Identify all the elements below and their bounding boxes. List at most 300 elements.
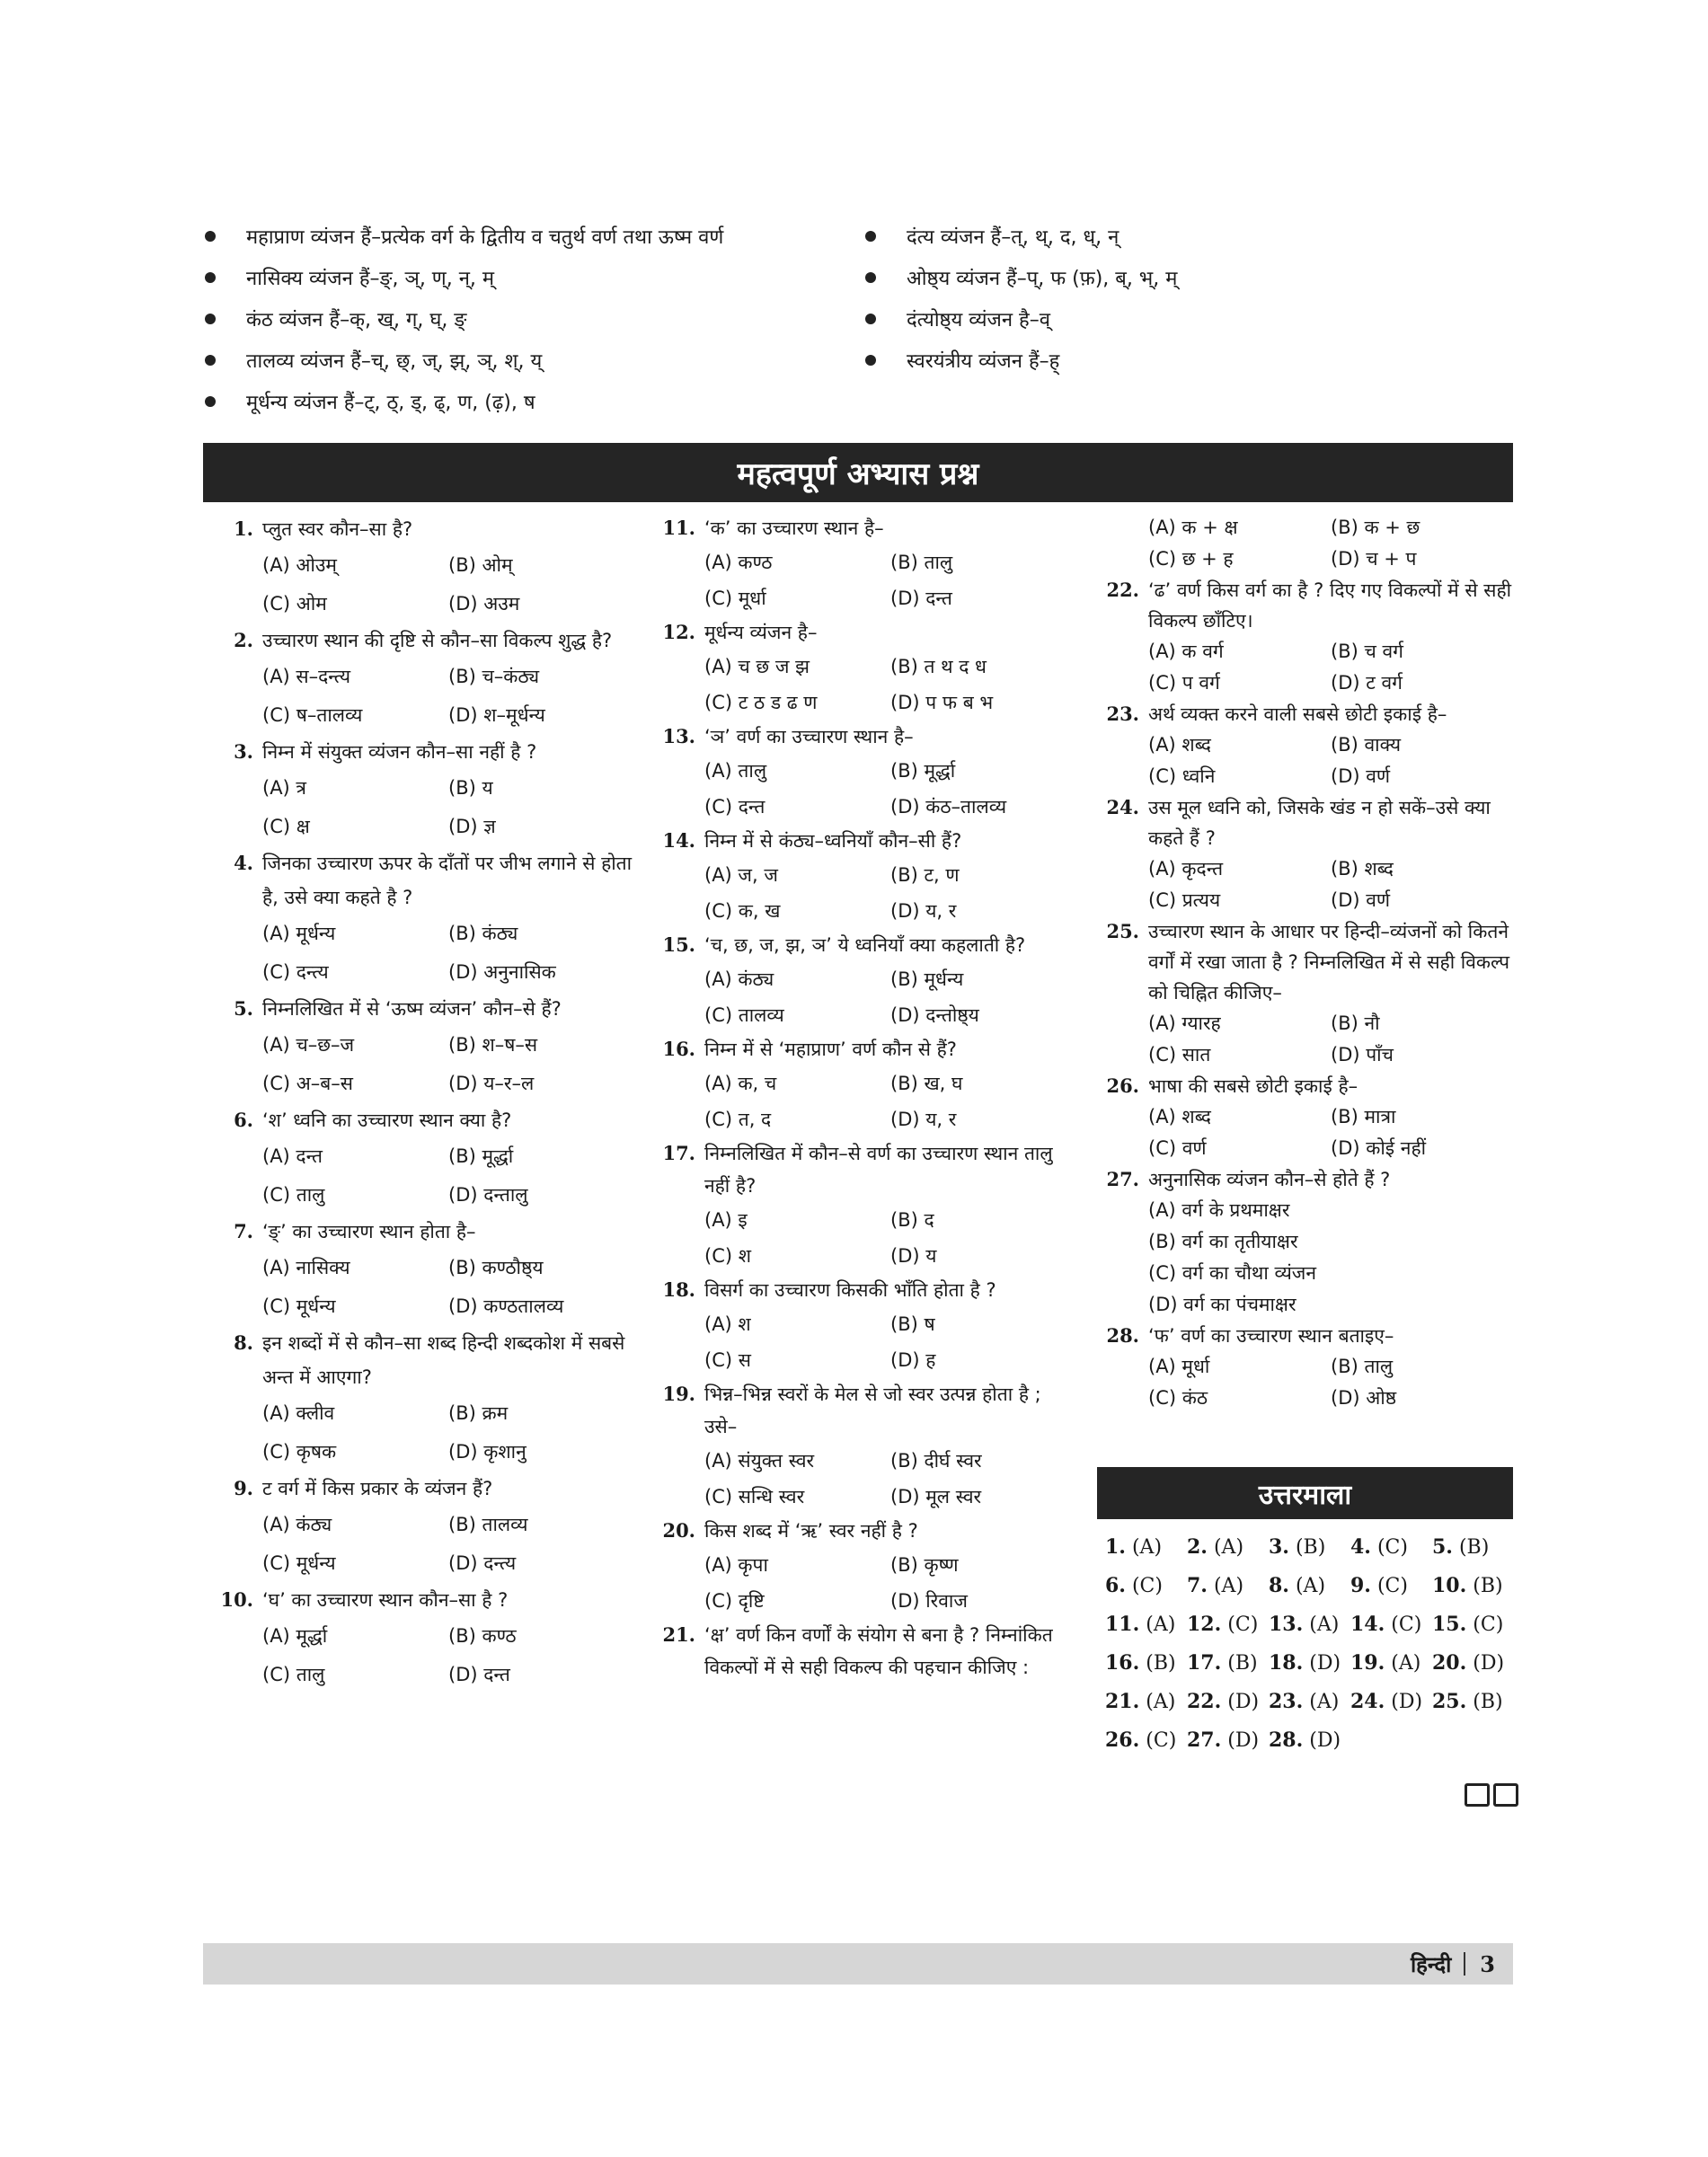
question-number: 25. bbox=[1106, 920, 1139, 942]
question-text: ‘च, छ, ज, झ, ञ’ ये ध्वनियाँ क्या कहलाती है? bbox=[704, 934, 1026, 956]
question-text: निम्न में संयुक्त व्यंजन कौन–सा नहीं है ? bbox=[262, 741, 537, 763]
option: (C) तालव्य bbox=[704, 1004, 784, 1026]
question bbox=[654, 1378, 1076, 1515]
option: (C) क्ष bbox=[262, 816, 310, 837]
question-text: जिनका उच्चारण ऊपर के दाँतों पर जीभ लगाने से होता है, उसे क्या कहते है ? bbox=[262, 853, 633, 908]
options-list bbox=[262, 1394, 634, 1472]
answer-number: 16. bbox=[1105, 1650, 1140, 1675]
answer-item bbox=[1432, 1690, 1514, 1713]
answer-key bbox=[1105, 1527, 1518, 1759]
question bbox=[1098, 1321, 1513, 1414]
answer-item bbox=[1432, 1535, 1514, 1559]
option: (C) वर्ग का चौथा व्यंजन bbox=[1148, 1262, 1317, 1284]
option: (A) मूर्द्धा bbox=[262, 1625, 328, 1647]
question bbox=[1098, 512, 1513, 575]
bullet-icon bbox=[205, 272, 216, 283]
question-text: उस मूल ध्वनि को, जिसके खंड न हो सकें–उसे क्या कहते हैं ? bbox=[1148, 797, 1491, 849]
options-list bbox=[1148, 1008, 1513, 1071]
answer-number: 6. bbox=[1105, 1573, 1126, 1597]
answer-option: (C) bbox=[1473, 1613, 1504, 1636]
option: (A) क + क्ष bbox=[1148, 517, 1238, 538]
answer-item bbox=[1269, 1651, 1350, 1675]
question-number: 28. bbox=[1106, 1324, 1139, 1347]
option: (C) ष–तालव्य bbox=[262, 704, 363, 726]
options-list bbox=[704, 1443, 1076, 1515]
option: (A) इ bbox=[704, 1209, 748, 1231]
answer-item bbox=[1105, 1574, 1187, 1597]
bullet-icon bbox=[205, 231, 216, 242]
question bbox=[1098, 1071, 1513, 1164]
option: (C) स bbox=[704, 1349, 751, 1371]
option: (B) कण्ठौष्ठ्य bbox=[448, 1257, 544, 1278]
question bbox=[1098, 792, 1513, 916]
options-list bbox=[704, 1306, 1076, 1378]
option: (C) दन्त्य bbox=[262, 961, 329, 983]
options-list bbox=[1148, 1101, 1513, 1164]
options-list bbox=[1148, 512, 1513, 575]
options-list bbox=[262, 1617, 634, 1694]
question bbox=[212, 735, 634, 846]
option: (B) द bbox=[890, 1209, 934, 1231]
option: (D) दन्तोष्ठ्य bbox=[890, 1004, 979, 1026]
option: (D) ओष्ठ bbox=[1331, 1387, 1397, 1409]
answer-option: (A) bbox=[1213, 1574, 1244, 1597]
note-item bbox=[203, 298, 863, 340]
answer-option: (D) bbox=[1309, 1651, 1341, 1675]
answer-item bbox=[1187, 1728, 1269, 1752]
answer-item bbox=[1269, 1728, 1350, 1752]
answer-number: 15. bbox=[1432, 1612, 1467, 1636]
question-text: इन शब्दों में से कौन–सा शब्द हिन्दी शब्दकोश में सबसे अन्त में आएगा? bbox=[262, 1332, 625, 1388]
answer-option: (D) bbox=[1227, 1728, 1260, 1752]
option: (C) सात bbox=[1148, 1044, 1211, 1065]
option: (B) वाक्य bbox=[1331, 734, 1401, 756]
option: (D) य–र–ल bbox=[448, 1073, 535, 1094]
question-text: विसर्ग का उच्चारण किसकी भाँति होता है ? bbox=[704, 1279, 996, 1301]
answer-item bbox=[1350, 1651, 1432, 1675]
answer-row bbox=[1105, 1643, 1518, 1682]
answer-row bbox=[1105, 1682, 1518, 1720]
option: (D) दन्त bbox=[448, 1664, 510, 1685]
question-number: 5. bbox=[234, 997, 253, 1020]
option: (A) ज, ज bbox=[704, 864, 778, 886]
answer-option: (B) bbox=[1473, 1690, 1503, 1713]
note-text: दंत्योष्ठ्य व्यंजन है–व् bbox=[907, 309, 1050, 332]
option: (A) मूर्धा bbox=[1148, 1356, 1210, 1377]
question bbox=[212, 1326, 634, 1472]
answer-item bbox=[1432, 1574, 1514, 1597]
option: (D) वर्ण bbox=[1331, 765, 1391, 787]
question-text: भाषा की सबसे छोटी इकाई है– bbox=[1148, 1075, 1358, 1097]
option: (D) कोई नहीं bbox=[1331, 1137, 1427, 1159]
note-text: स्वरयंत्रीय व्यंजन हैं–ह् bbox=[907, 350, 1060, 373]
question-text: किस शब्द में ‘ऋ’ स्वर नहीं है ? bbox=[704, 1520, 918, 1542]
question-number: 16. bbox=[662, 1038, 695, 1060]
answer-number: 18. bbox=[1269, 1650, 1304, 1675]
answer-item bbox=[1187, 1574, 1269, 1597]
answer-option: (A) bbox=[1146, 1613, 1176, 1636]
answer-option: (A) bbox=[1309, 1690, 1340, 1713]
answer-number: 2. bbox=[1187, 1534, 1208, 1559]
answer-option: (C) bbox=[1376, 1574, 1408, 1597]
options-list bbox=[262, 769, 634, 846]
option: (A) संयुक्त स्वर bbox=[704, 1450, 815, 1472]
question-number: 4. bbox=[234, 852, 253, 874]
note-text: तालव्य व्यंजन हैं–च्, छ्, ज्, झ्, ञ्, श्, य् bbox=[246, 350, 543, 373]
answer-option: (C) bbox=[1391, 1613, 1422, 1636]
note-item bbox=[203, 381, 863, 422]
answer-number: 4. bbox=[1350, 1534, 1371, 1559]
question-text: ‘ङ्’ का उच्चारण स्थान होता है– bbox=[262, 1221, 476, 1242]
answer-item bbox=[1105, 1613, 1187, 1636]
page-footer bbox=[203, 1943, 1513, 1985]
question-number: 20. bbox=[662, 1519, 695, 1542]
option: (D) पाँच bbox=[1331, 1044, 1394, 1065]
option: (A) कृपा bbox=[704, 1554, 768, 1576]
question-text: निम्नलिखित में कौन–से वर्ण का उच्चारण स्थान तालु नहीं है? bbox=[704, 1143, 1053, 1197]
option: (C) ओम bbox=[262, 593, 327, 614]
option: (B) नौ bbox=[1331, 1012, 1380, 1034]
question-stem bbox=[212, 1326, 634, 1394]
question-stem bbox=[654, 1137, 1076, 1202]
question-stem bbox=[654, 720, 1076, 753]
question-number: 22. bbox=[1106, 579, 1139, 601]
option: (D) श–मूर्धन्य bbox=[448, 704, 545, 726]
answer-option: (B) bbox=[1227, 1651, 1258, 1675]
question-number: 14. bbox=[662, 829, 695, 852]
options-list bbox=[1148, 1351, 1513, 1414]
questions-column-2 bbox=[654, 512, 1076, 1684]
options-list bbox=[262, 658, 634, 735]
option: (A) तालु bbox=[704, 760, 767, 782]
option: (B) मूर्द्धा bbox=[890, 760, 956, 782]
option: (A) मूर्धन्य bbox=[262, 923, 336, 944]
option: (B) क + छ bbox=[1331, 517, 1420, 538]
question-text: ‘श’ ध्वनि का उच्चारण स्थान क्या है? bbox=[262, 1109, 512, 1131]
option: (B) वर्ग का तृतीयाक्षर bbox=[1148, 1231, 1298, 1252]
option: (B) दीर्घ स्वर bbox=[890, 1450, 982, 1472]
question-number: 26. bbox=[1106, 1074, 1139, 1097]
answer-item bbox=[1269, 1690, 1350, 1713]
option: (C) मूर्धन्य bbox=[262, 1552, 336, 1574]
question bbox=[212, 992, 634, 1103]
option: (D) य bbox=[890, 1245, 937, 1267]
options-list bbox=[262, 1249, 634, 1326]
question-stem bbox=[212, 1103, 634, 1137]
question-number: 18. bbox=[662, 1278, 695, 1301]
option: (B) मूर्धन्य bbox=[890, 968, 964, 990]
option: (C) अ–ब–स bbox=[262, 1073, 353, 1094]
question-stem bbox=[654, 1274, 1076, 1306]
answer-number: 22. bbox=[1187, 1689, 1222, 1713]
answer-number: 19. bbox=[1350, 1650, 1385, 1675]
answer-item bbox=[1350, 1690, 1432, 1713]
option: (D) य, र bbox=[890, 1109, 957, 1130]
question-number: 27. bbox=[1106, 1168, 1139, 1190]
option: (A) कृदन्त bbox=[1148, 858, 1224, 880]
option: (A) च–छ–ज bbox=[262, 1034, 355, 1056]
answer-item bbox=[1187, 1651, 1269, 1675]
option: (A) च छ ज झ bbox=[704, 656, 810, 677]
question-stem bbox=[1098, 699, 1513, 729]
bullet-icon bbox=[865, 272, 876, 283]
answer-number: 9. bbox=[1350, 1573, 1371, 1597]
option: (B) तालव्य bbox=[448, 1514, 528, 1535]
question-stem bbox=[1098, 1071, 1513, 1101]
question-number: 23. bbox=[1106, 703, 1139, 725]
question-number: 19. bbox=[662, 1383, 695, 1405]
question-text: निम्नलिखित में से ‘ऊष्म व्यंजन’ कौन–से हैं? bbox=[262, 998, 562, 1020]
option: (A) कंठ्य bbox=[262, 1514, 332, 1535]
question-stem bbox=[654, 825, 1076, 857]
option: (D) कण्ठतालव्य bbox=[448, 1295, 564, 1317]
question bbox=[654, 1033, 1076, 1137]
option: (D) मूल स्वर bbox=[890, 1486, 982, 1507]
question-stem bbox=[212, 846, 634, 915]
question-number: 10. bbox=[220, 1588, 253, 1611]
question-text: प्लुत स्वर कौन–सा है? bbox=[262, 518, 413, 540]
note-text: महाप्राण व्यंजन हैं–प्रत्येक वर्ग के द्वितीय व चतुर्थ वर्ण तथा ऊष्म वर्ण bbox=[246, 226, 724, 249]
question bbox=[212, 623, 634, 735]
question-number: 3. bbox=[234, 740, 253, 763]
question-text: निम्न में से कंठ्य–ध्वनियाँ कौन–सी हैं? bbox=[704, 830, 962, 852]
answer-option: (A) bbox=[1213, 1535, 1244, 1559]
question-number: 9. bbox=[234, 1477, 253, 1499]
option: (C) सन्धि स्वर bbox=[704, 1486, 805, 1507]
answer-option: (D) bbox=[1391, 1690, 1423, 1713]
note-item bbox=[863, 216, 1515, 257]
question-stem bbox=[654, 1619, 1076, 1684]
option: (A) नासिक्य bbox=[262, 1257, 350, 1278]
question bbox=[1098, 916, 1513, 1071]
question-stem bbox=[654, 616, 1076, 649]
answer-row bbox=[1105, 1527, 1518, 1566]
options-list bbox=[704, 1202, 1076, 1274]
question-stem bbox=[654, 512, 1076, 544]
option: (C) छ + ह bbox=[1148, 548, 1234, 570]
option: (C) कंठ bbox=[1148, 1387, 1208, 1409]
note-text: मूर्धन्य व्यंजन हैं–ट्, ठ्, ड्, ढ्, ण, (ढ़), ष bbox=[246, 392, 535, 414]
question-stem bbox=[212, 992, 634, 1026]
answer-option: (A) bbox=[1131, 1535, 1163, 1559]
question bbox=[1098, 699, 1513, 792]
option: (B) तालु bbox=[890, 552, 953, 573]
options-list bbox=[262, 915, 634, 992]
page-number: 3 bbox=[1480, 1950, 1495, 1977]
option: (D) दन्त bbox=[890, 588, 952, 609]
bullet-icon bbox=[205, 355, 216, 366]
question-number: 17. bbox=[662, 1142, 695, 1164]
answer-number: 27. bbox=[1187, 1728, 1222, 1752]
option: (B) ट, ण bbox=[890, 864, 960, 886]
answer-item bbox=[1350, 1535, 1432, 1559]
note-item bbox=[203, 216, 863, 257]
answer-option: (D) bbox=[1309, 1728, 1341, 1752]
option: (D) ट वर्ग bbox=[1331, 672, 1403, 694]
answer-item bbox=[1105, 1651, 1187, 1675]
question bbox=[212, 512, 634, 623]
option: (C) वर्ण bbox=[1148, 1137, 1207, 1159]
answer-number: 10. bbox=[1432, 1573, 1467, 1597]
option: (B) मात्रा bbox=[1331, 1106, 1396, 1127]
option: (A) श bbox=[704, 1313, 751, 1335]
answer-number: 20. bbox=[1432, 1650, 1467, 1675]
question bbox=[212, 1103, 634, 1215]
option: (A) त्र bbox=[262, 777, 307, 799]
option: (B) शब्द bbox=[1331, 858, 1394, 880]
option: (C) ध्वनि bbox=[1148, 765, 1216, 787]
option: (A) क्लीव bbox=[262, 1402, 335, 1424]
answer-number: 5. bbox=[1432, 1534, 1453, 1559]
option: (D) ज्ञ bbox=[448, 816, 496, 837]
answer-item bbox=[1269, 1613, 1350, 1636]
answer-row bbox=[1105, 1566, 1518, 1604]
answer-item bbox=[1432, 1651, 1514, 1675]
question bbox=[212, 846, 634, 992]
key-notes bbox=[203, 216, 1515, 431]
option: (A) ओउम् bbox=[262, 554, 337, 576]
answer-number: 23. bbox=[1269, 1689, 1304, 1713]
answer-option: (C) bbox=[1146, 1728, 1177, 1752]
options-list bbox=[1148, 853, 1513, 916]
option: (D) वर्ण bbox=[1331, 889, 1391, 911]
question-number: 15. bbox=[662, 933, 695, 956]
option: (D) अउम bbox=[448, 593, 520, 614]
option: (A) वर्ग के प्रथमाक्षर bbox=[1148, 1199, 1290, 1221]
answer-option: (D) bbox=[1473, 1651, 1505, 1675]
answer-option: (B) bbox=[1458, 1535, 1490, 1559]
question bbox=[212, 1472, 634, 1583]
question-text: उच्चारण स्थान की दृष्टि से कौन–सा विकल्प शुद्ध है? bbox=[262, 630, 613, 651]
option: (A) कंठ्य bbox=[704, 968, 774, 990]
bullet-icon bbox=[205, 396, 216, 407]
answer-number: 12. bbox=[1187, 1612, 1222, 1636]
question-stem bbox=[654, 1515, 1076, 1547]
option: (D) दन्त्य bbox=[448, 1552, 517, 1574]
answer-item bbox=[1105, 1535, 1187, 1559]
question-text: ‘घ’ का उच्चारण स्थान कौन–सा है ? bbox=[262, 1589, 509, 1611]
option: (B) य bbox=[448, 777, 493, 799]
answer-item bbox=[1187, 1690, 1269, 1713]
options-list bbox=[704, 1065, 1076, 1137]
answer-key-title: उत्तरमाला bbox=[1097, 1467, 1513, 1519]
option: (A) दन्त bbox=[262, 1145, 323, 1167]
answer-option: (A) bbox=[1146, 1690, 1176, 1713]
question-text: निम्न में से ‘महाप्राण’ वर्ण कौन से हैं? bbox=[704, 1039, 957, 1060]
options-list bbox=[704, 857, 1076, 929]
answer-item bbox=[1269, 1535, 1350, 1559]
answer-option: (B) bbox=[1295, 1535, 1326, 1559]
question-stem bbox=[1098, 916, 1513, 1008]
answer-option: (B) bbox=[1473, 1574, 1503, 1597]
answer-option: (A) bbox=[1391, 1651, 1421, 1675]
note-text: दंत्य व्यंजन हैं–त्, थ्, द, ध्, न् bbox=[907, 226, 1119, 249]
options-list bbox=[704, 544, 1076, 616]
options-list bbox=[704, 961, 1076, 1033]
question-number: 21. bbox=[662, 1623, 695, 1646]
answer-row bbox=[1105, 1720, 1518, 1759]
answer-number: 25. bbox=[1432, 1689, 1467, 1713]
question-stem bbox=[212, 512, 634, 546]
question bbox=[212, 1583, 634, 1694]
option: (D) कृशानु bbox=[448, 1441, 527, 1463]
question bbox=[654, 1137, 1076, 1274]
answer-number: 26. bbox=[1105, 1728, 1140, 1752]
question-stem bbox=[212, 1583, 634, 1617]
option: (C) श bbox=[704, 1245, 752, 1267]
option: (B) कंठ्य bbox=[448, 923, 518, 944]
option: (A) कण्ठ bbox=[704, 552, 773, 573]
question bbox=[654, 1515, 1076, 1619]
answer-item bbox=[1187, 1535, 1269, 1559]
answer-item bbox=[1350, 1574, 1432, 1597]
answer-number: 28. bbox=[1269, 1728, 1304, 1752]
options-list bbox=[1148, 1195, 1513, 1321]
option: (C) तालु bbox=[262, 1664, 325, 1685]
options-list bbox=[262, 1026, 634, 1103]
option: (B) कण्ठ bbox=[448, 1625, 517, 1647]
note-item bbox=[203, 257, 863, 298]
question-text: ‘ञ’ वर्ण का उच्चारण स्थान है– bbox=[704, 726, 914, 747]
question-stem bbox=[212, 735, 634, 769]
answer-option: (B) bbox=[1146, 1651, 1176, 1675]
answer-item bbox=[1105, 1690, 1187, 1713]
end-of-section-mark bbox=[1465, 1783, 1518, 1807]
note-text: ओष्ठ्य व्यंजन हैं–प्, फ (फ़), ब्, भ्, म् bbox=[907, 268, 1178, 290]
answer-option: (D) bbox=[1227, 1690, 1260, 1713]
question-text: भिन्न–भिन्न स्वरों के मेल से जो स्वर उत्पन्न होता है ; उसे– bbox=[704, 1383, 1041, 1437]
bullet-icon bbox=[865, 355, 876, 366]
question-text: अर्थ व्यक्त करने वाली सबसे छोटी इकाई है– bbox=[1148, 703, 1447, 725]
question-stem bbox=[654, 1378, 1076, 1443]
options-list bbox=[704, 753, 1076, 825]
option: (B) मूर्द्धा bbox=[448, 1145, 514, 1167]
option: (D) च + प bbox=[1331, 548, 1417, 570]
answer-row bbox=[1105, 1604, 1518, 1643]
answer-item bbox=[1187, 1613, 1269, 1636]
option: (C) ट ठ ड ढ ण bbox=[704, 692, 818, 713]
option: (A) शब्द bbox=[1148, 734, 1211, 756]
option: (B) कृष्ण bbox=[890, 1554, 959, 1576]
option: (D) अनुनासिक bbox=[448, 961, 556, 983]
question bbox=[1098, 1164, 1513, 1321]
answer-number: 13. bbox=[1269, 1612, 1304, 1636]
question-text: ‘क’ का उच्चारण स्थान है– bbox=[704, 517, 884, 539]
question-number: 6. bbox=[234, 1109, 253, 1131]
question-text: ‘ढ’ वर्ण किस वर्ग का है ? दिए गए विकल्पों में से सही विकल्प छाँटिए। bbox=[1148, 579, 1512, 632]
answer-option: (C) bbox=[1376, 1535, 1408, 1559]
question-stem bbox=[1098, 575, 1513, 636]
note-text: नासिक्य व्यंजन हैं–ङ्, ञ्, ण्, न्, म् bbox=[246, 268, 495, 290]
question-stem bbox=[212, 623, 634, 658]
notes-column-left bbox=[203, 216, 863, 422]
answer-option: (A) bbox=[1309, 1613, 1340, 1636]
question-number: 12. bbox=[662, 621, 695, 643]
question-stem bbox=[1098, 1321, 1513, 1351]
bullet-icon bbox=[865, 231, 876, 242]
option: (A) क, च bbox=[704, 1073, 777, 1094]
answer-item bbox=[1350, 1613, 1432, 1636]
answer-option: (C) bbox=[1227, 1613, 1259, 1636]
question bbox=[654, 929, 1076, 1033]
question bbox=[212, 1215, 634, 1326]
option: (C) दृष्टि bbox=[704, 1590, 765, 1612]
note-text: कंठ व्यंजन हैं–क्, ख्, ग्, घ्, ङ् bbox=[246, 309, 467, 332]
option: (D) प फ ब भ bbox=[890, 692, 994, 713]
option: (C) तालु bbox=[262, 1184, 325, 1206]
option: (B) क्रम bbox=[448, 1402, 509, 1424]
answer-number: 14. bbox=[1350, 1612, 1385, 1636]
